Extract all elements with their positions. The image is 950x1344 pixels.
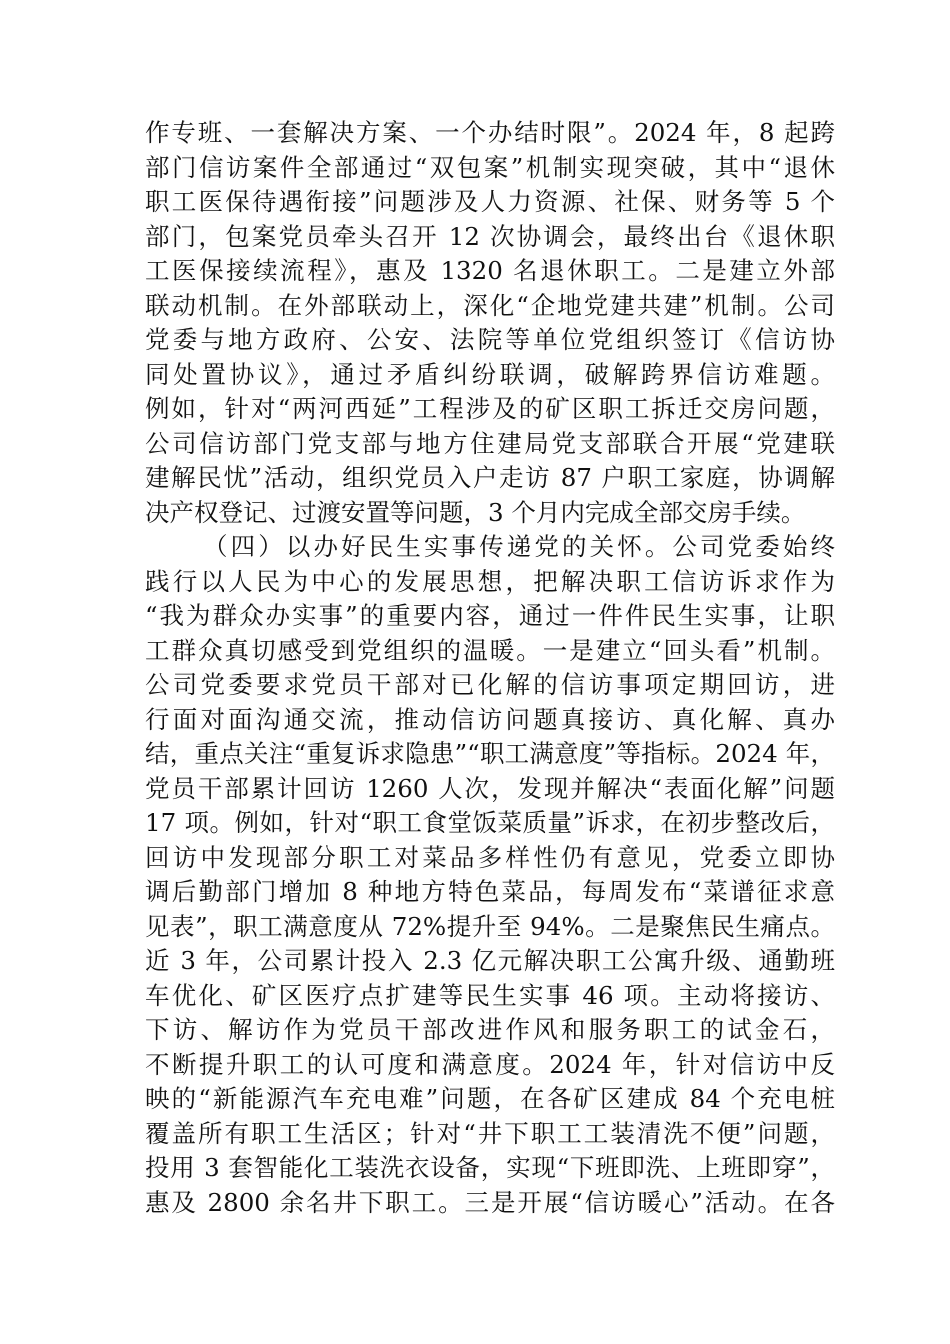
section-heading-line: （四）以办好民生实事传递党的关怀。公司党委始终 <box>203 532 835 561</box>
text-line: 映的“新能源汽车充电难”问题，在各矿区建成 84 个充电桩 <box>145 1084 835 1113</box>
text-line: 党员干部累计回访 1260 人次，发现并解决“表面化解”问题 <box>145 773 835 803</box>
text-line: 近 3 年，公司累计投入 2.3 亿元解决职工公寓升级、通勤班 <box>145 946 835 975</box>
text-line: 下访、解访作为党员干部改进作风和服务职工的试金石， <box>145 1015 835 1044</box>
text-line: 车优化、矿区医疗点扩建等民生实事 46 项。主动将接访、 <box>145 980 835 1010</box>
text-line: 部门信访案件全部通过“双包案”机制实现突破，其中“退休 <box>145 152 835 182</box>
text-line: 同处置协议》，通过矛盾纠纷联调，破解跨界信访难题。 <box>145 359 835 389</box>
body-text <box>145 116 835 1220</box>
text-line: 决产权登记、过渡安置等问题，3 个月内完成全部交房手续。 <box>145 497 806 527</box>
text-line: 建解民忧”活动，组织党员入户走访 87 户职工家庭，协调解 <box>145 463 835 492</box>
text-line: 工医保接续流程》，惠及 1320 名退休职工。二是建立外部 <box>145 256 835 285</box>
text-line: 践行以人民为中心的发展思想，把解决职工信访诉求作为 <box>145 566 835 596</box>
text-line: 例如，针对“两河西延”工程涉及的矿区职工拆迁交房问题， <box>145 394 835 423</box>
text-line: 联动机制。在外部联动上，深化“企地党建共建”机制。公司 <box>145 290 835 320</box>
text-line: 惠及 2800 余名井下职工。三是开展“信访暖心”活动。在各 <box>145 1187 835 1217</box>
text-line: 见表”，职工满意度从 72%提升至 94%。二是聚焦民生痛点。 <box>145 911 835 941</box>
text-line: 覆盖所有职工生活区；针对“井下职工工装清洗不便”问题， <box>145 1118 835 1148</box>
text-line: 行面对面沟通交流，推动信访问题真接访、真化解、真办 <box>145 704 835 734</box>
text-line: 投用 3 套智能化工装洗衣设备，实现“下班即洗、上班即穿”， <box>145 1153 835 1182</box>
text-line: 调后勤部门增加 8 种地方特色菜品，每周发布“菜谱征求意 <box>145 877 835 906</box>
text-line: 结，重点关注“重复诉求隐患”“职工满意度”等指标。2024 年， <box>145 739 835 768</box>
text-line: 不断提升职工的认可度和满意度。2024 年，针对信访中反 <box>145 1049 835 1079</box>
text-line: 部门，包案党员牵头召开 12 次协调会，最终出台《退休职 <box>145 221 835 251</box>
text-line: 职工医保待遇衔接”问题涉及人力资源、社保、财务等 5 个 <box>145 187 835 216</box>
text-line: “我为群众办实事”的重要内容，通过一件件民生实事，让职 <box>145 601 835 630</box>
text-line: 党委与地方政府、公安、法院等单位党组织签订《信访协 <box>145 325 835 354</box>
text-line: 公司党委要求党员干部对已化解的信访事项定期回访，进 <box>145 670 835 699</box>
text-line: 工群众真切感受到党组织的温暖。一是建立“回头看”机制。 <box>145 635 835 665</box>
text-line: 作专班、一套解决方案、一个办结时限”。2024 年，8 起跨 <box>145 118 835 147</box>
text-line: 17 项。例如，针对“职工食堂饭菜质量”诉求，在初步整改后， <box>145 808 835 837</box>
text-line: 回访中发现部分职工对菜品多样性仍有意见，党委立即协 <box>145 842 835 872</box>
text-line: 公司信访部门党支部与地方住建局党支部联合开展“党建联 <box>145 428 835 458</box>
